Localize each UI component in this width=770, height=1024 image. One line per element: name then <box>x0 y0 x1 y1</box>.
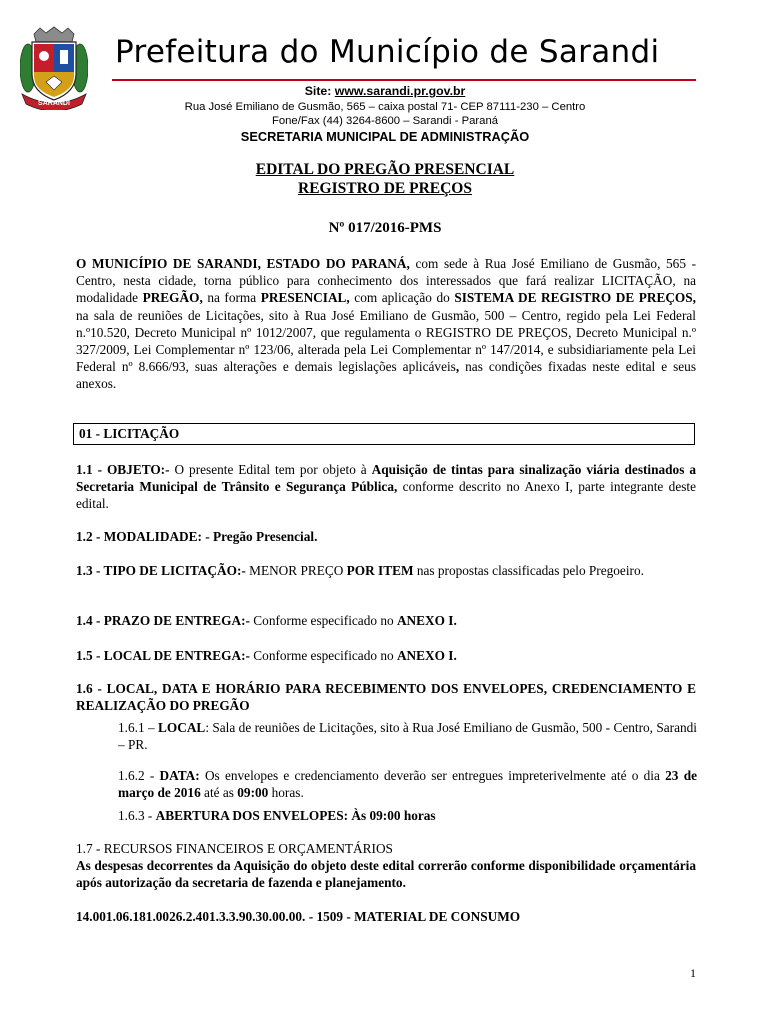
intro-form: PRESENCIAL, <box>260 290 350 306</box>
intro-modality: PREGÃO, <box>142 290 203 306</box>
site-line <box>0 84 770 98</box>
item-prefix: 1.6.3 - <box>118 808 156 823</box>
deadline-date: 23 de março de 2016 <box>118 768 698 801</box>
phone-line: Fone/Fax (44) 3264-8600 – Sarandi - Paraná <box>271 115 499 127</box>
item-text: : Sala de reuniões de Licitações, sito à Rua José Emiliano de Gusmão, 500 - Centro, Sarandi – PR. <box>118 720 698 753</box>
section-heading: 01 - LICITAÇÃO <box>79 426 180 441</box>
item-text: até as <box>200 785 238 801</box>
intro-system: SISTEMA DE REGISTRO DE PREÇOS, <box>454 290 696 306</box>
item-text: nas propostas classificadas pelo Pregoeiro. <box>413 563 644 578</box>
item-label: 1.3 - TIPO DE LICITAÇÃO:- <box>76 563 246 578</box>
intro-municipality: O MUNICÍPIO DE SARANDI, ESTADO DO PARANÁ, <box>76 256 410 271</box>
item-text: Os envelopes e credenciamento deverão ser entregues impreterivelmente até o dia <box>199 768 666 783</box>
edital-title-line1: EDITAL DO PREGÃO PRESENCIAL <box>255 161 515 178</box>
item-1-2: 1.2 - MODALIDADE: - Pregão Presencial. <box>76 529 318 544</box>
item-text: O presente Edital tem por objeto à <box>169 462 372 477</box>
item-1-6-heading: 1.6 - LOCAL, DATA E HORÁRIO PARA RECEBIMENTO DOS ENVELOPES, CREDENCIAMENTO E REALIZAÇÃO DO PREGÃO <box>76 681 696 714</box>
page-title: Prefeitura do Município de Sarandi <box>115 34 660 70</box>
item-1-5 <box>76 647 696 664</box>
annex-reference: ANEXO I. <box>396 613 457 628</box>
item-1-7-heading: 1.7 - RECURSOS FINANCEIROS E ORÇAMENTÁRIOS <box>76 841 393 856</box>
item-1-6-3 <box>118 807 697 824</box>
item-1-1 <box>76 461 696 513</box>
intro-text: na forma <box>202 290 261 306</box>
intro-text: nas condições fixadas neste edital e seus anexos. <box>76 359 696 392</box>
site-url-link[interactable]: www.sarandi.pr.gov.br <box>334 84 466 98</box>
address-line: Rua José Emiliano de Gusmão, 565 – caixa postal 71- CEP 87111-230 – Centro <box>184 101 586 113</box>
item-label: 1.4 - PRAZO DE ENTREGA:- <box>76 613 250 628</box>
item-label: LOCAL <box>158 720 206 735</box>
item-text: horas. <box>268 785 304 801</box>
opening-time: ABERTURA DOS ENVELOPES: Às 09:00 horas <box>155 808 436 823</box>
item-text: MENOR PREÇO <box>245 563 347 578</box>
page-number: 1 <box>690 966 696 980</box>
item-1-6-2 <box>118 767 697 801</box>
intro-text: na sala de reuniões de Licitações, sito à Rua José Emiliano de Gusmão, 500 – Centro, regido pela Lei Federal n.º10.520, Decreto Municipal nº 1012/2007, que regulamenta o REGISTRO DE PREÇOS, Decreto Municipal n.º 327/2009, Lei Complementar nº 123/06, alterada pela Lei Complementar nº 147/2014, e subsidiariamente pela Lei Federal nº 8.666/93, suas alterações e demais legislações aplicáveis <box>76 307 696 375</box>
intro-text: com sede à Rua José Emiliano de Gusmão, 565 - Centro, nesta cidade, torna público para conhecimento dos interessados que fará realizar LICITAÇÃO, na modalidade <box>76 256 697 306</box>
item-1-3 <box>76 562 696 579</box>
intro-comma: , <box>455 359 460 375</box>
item-1-7-text: As despesas decorrentes da Aquisição do objeto deste edital correrão conforme disponibilidade orçamentária após autorização da secretaria de fazenda e planejamento. <box>76 858 696 891</box>
item-label: 1.1 - OBJETO:- <box>76 462 170 477</box>
item-object: Aquisição de tintas para sinalização viária destinados a Secretaria Municipal de Trânsito e Segurança Pública, <box>76 462 696 495</box>
item-prefix: 1.6.2 - <box>118 768 160 783</box>
section-heading-box <box>73 423 695 445</box>
site-label: Site: <box>304 84 335 98</box>
edital-number: Nº 017/2016-PMS <box>328 220 442 236</box>
item-text: conforme descrito no Anexo I, parte integrante deste edital. <box>76 479 696 512</box>
item-1-4 <box>76 612 696 629</box>
item-prefix: 1.6.1 – <box>118 720 159 735</box>
budget-allocation-line: 14.001.06.181.0026.2.401.3.3.90.30.00.00. - 1509 - MATERIAL DE CONSUMO <box>76 909 521 924</box>
crest-banner-text: SARANDI <box>38 100 70 107</box>
header-divider <box>112 79 696 81</box>
edital-title-line2: REGISTRO DE PREÇOS <box>298 180 472 197</box>
item-label: DATA: <box>159 768 200 783</box>
annex-reference: ANEXO I. <box>396 648 457 663</box>
intro-paragraph <box>76 255 696 393</box>
intro-text: com aplicação do <box>349 290 455 306</box>
item-label: 1.5 - LOCAL DE ENTREGA:- <box>76 648 250 663</box>
department-name: SECRETARIA MUNICIPAL DE ADMINISTRAÇÃO <box>240 129 530 144</box>
item-text: Conforme especificado no <box>249 613 397 628</box>
item-bold: POR ITEM <box>346 563 414 578</box>
item-text: Conforme especificado no <box>249 648 397 663</box>
deadline-time: 09:00 <box>237 785 269 801</box>
item-1-6-1 <box>118 719 697 753</box>
